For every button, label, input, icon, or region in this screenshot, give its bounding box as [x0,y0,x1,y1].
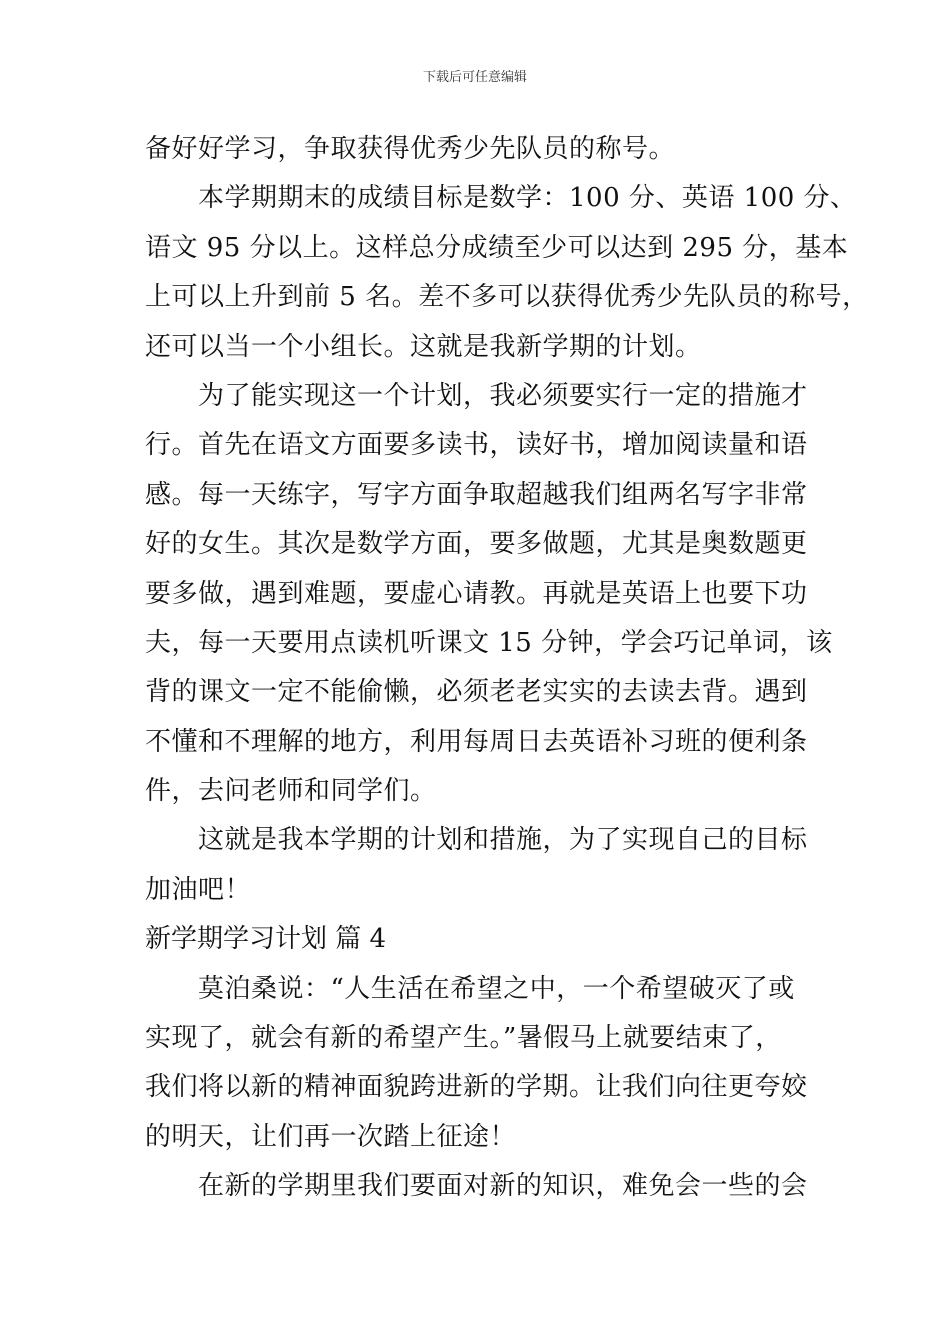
text-line: 感。每一天练字，写字方面争取超越我们组两名写字非常 [145,479,808,510]
text-line: 我们将以新的精神面貌跨进新的学期。让我们向往更夸姣 [145,1072,808,1103]
document-body [145,125,869,1212]
text-line: 夫，每一天要用点读机听课文 15 分钟，学会巧记单词，该 [145,627,833,658]
text-line: 备好好学习，争取获得优秀少先队员的称号。 [145,134,676,164]
text-line: 莫泊桑说：“人生活在希望之中，一个希望破灭了或 [198,973,795,1004]
text-line: 背的课文一定不能偷懒，必须老老实实的去读去背。遇到 [145,677,808,708]
page-header: 下载后可任意编辑 [422,70,527,85]
text-line: 本学期期末的成绩目标是数学：100 分、英语 100 分、 [198,183,857,214]
text-line: 加油吧！ [145,874,252,905]
text-line: 不懂和不理解的地方，利用每周日去英语补习班的便利条 [145,726,808,757]
text-line: 这就是我本学期的计划和措施，为了实现自己的目标 [198,825,808,856]
text-line: 为了能实现这一个计划，我必须要实行一定的措施才 [198,380,808,411]
text-line: 实现了，就会有新的希望产生。”暑假马上就要结束了， [145,1023,782,1054]
text-line: 还可以当一个小组长。这就是我新学期的计划。 [145,331,702,362]
text-line: 行。首先在语文方面要多读书，读好书，增加阅读量和语 [145,430,808,461]
text-line: 语文 95 分以上。这样总分成绩至少可以达到 295 分，基本 [145,232,849,263]
text-line: 好的女生。其次是数学方面，要多做题，尤其是奥数题更 [145,529,808,560]
text-line: 上可以上升到前 5 名。差不多可以获得优秀少先队员的称号， [145,282,869,313]
text-line: 在新的学期里我们要面对新的知识，难免会一些的会 [198,1171,808,1202]
text-line: 要多做，遇到难题，要虚心请教。再就是英语上也要下功 [145,578,808,609]
section-heading: 新学期学习计划 篇 4 [145,924,387,955]
text-line: 件，去问老师和同学们。 [145,776,437,807]
text-line: 的明天，让们再一次踏上征途！ [145,1121,517,1152]
